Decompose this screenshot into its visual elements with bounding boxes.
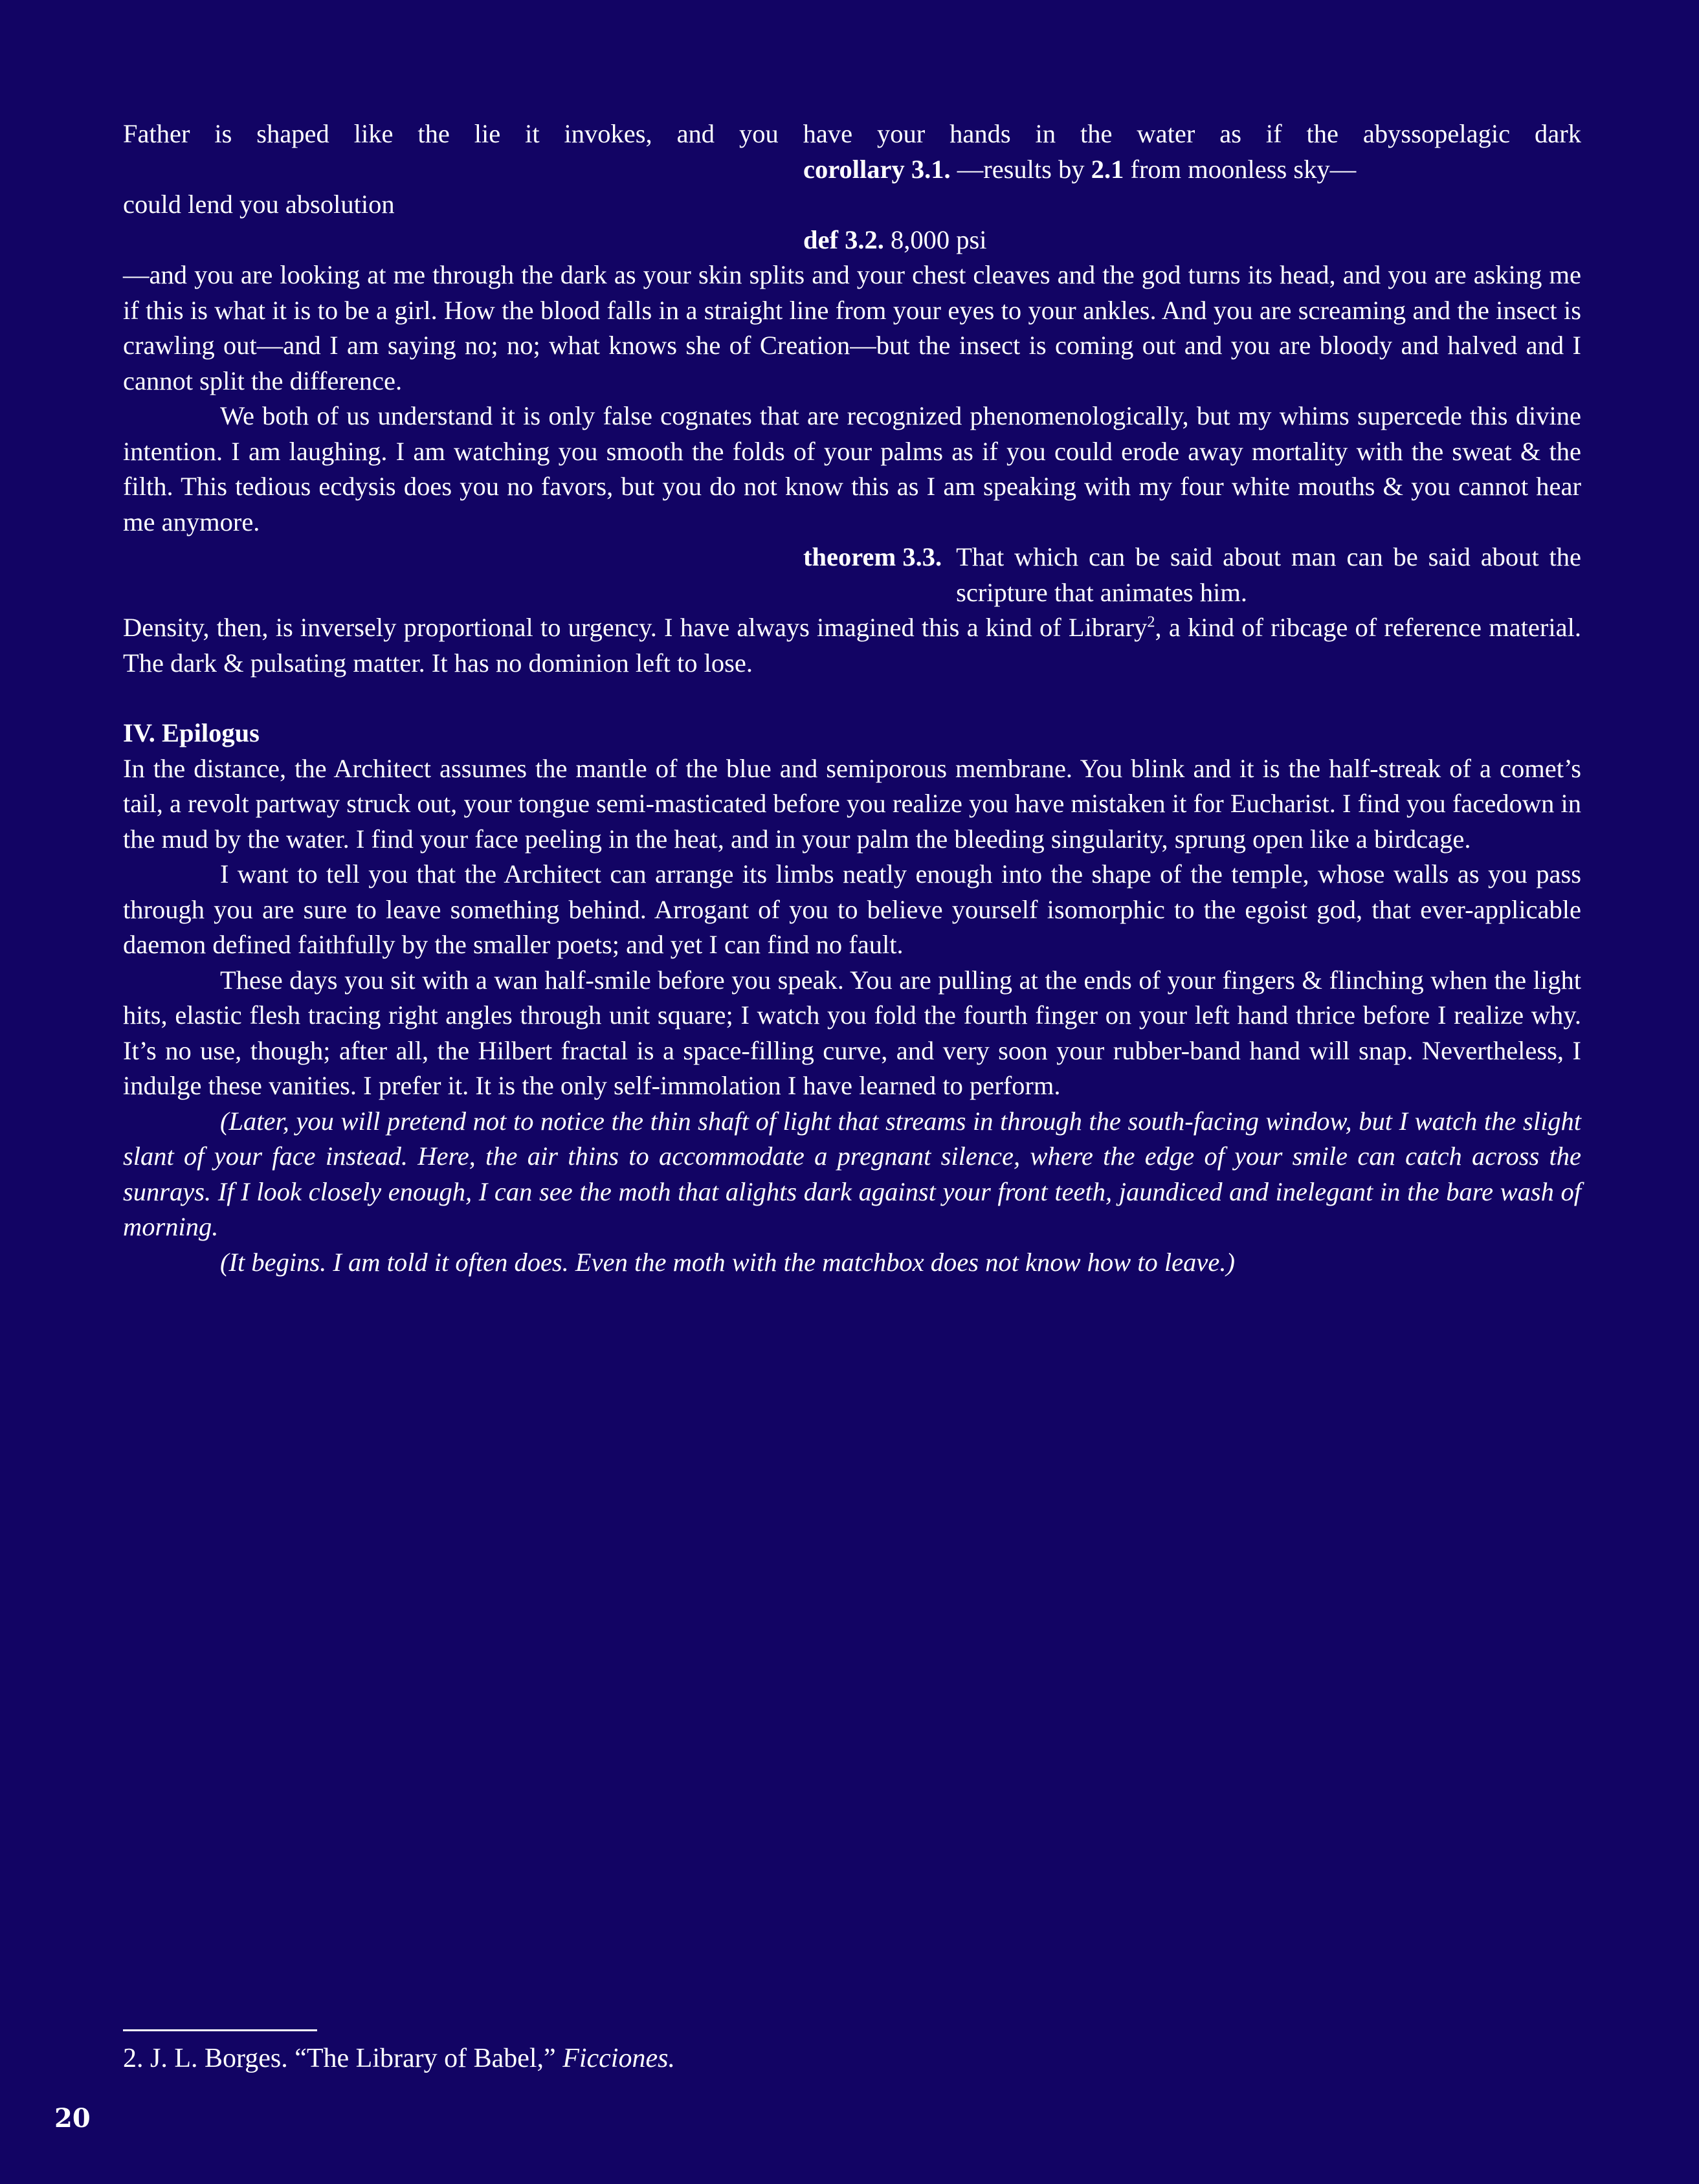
corollary-text-a: —results by [950, 154, 1091, 184]
def-3-2 [803, 223, 1581, 258]
density-text-b: , a kind of ribcage of reference material. The dark & pulsating matter. It has no dominion left to lose. [123, 613, 1581, 678]
footnote-text: 2. J. L. Borges. “The Library of Babel,” [123, 2044, 563, 2073]
page-body [123, 116, 1581, 1280]
paragraph-it-begins: (It begins. I am told it often does. Even the moth with the matchbox does not know how to leave.) [220, 1247, 1235, 1277]
corollary-label: corollary 3.1. [803, 154, 951, 184]
paragraph-temple: I want to tell you that the Architect can arrange its limbs neatly enough into the shape of the temple, whose walls as you pass through you are sure to leave something behind. Arrogant of you to believe yourself isomorphic to the egoist god, that ever-applicable daemon defined faithfully by the smaller poets; and yet I can find no fault. [123, 859, 1581, 959]
section-heading: IV. Epilogus [123, 718, 260, 747]
paragraph-density [123, 610, 1581, 681]
corollary-3-1 [803, 152, 1581, 188]
paragraph-architect: In the distance, the Architect assumes the mantle of the blue and semiporous membrane. You blink and it is the half-streak of a comet’s tail, a revolt partway struck out, your tongue semi-masticated before you realize you have mistaken it for Eucharist. I find you facedown in the mud by the water. I find your face peeling in the heat, and in your palm the bleeding singularity, sprung open like a birdcage. [123, 753, 1581, 854]
opening-line: Father is shaped like the lie it invokes, and you have your hands in the water as if the abyssopelagic dark [123, 119, 1581, 148]
footnote-rule [123, 2029, 317, 2031]
footnote-marker: 2 [1147, 613, 1155, 631]
density-text-a: Density, then, is inversely proportional to urgency. I have always imagined this a kind of Library [123, 613, 1148, 642]
footnote-title: Ficciones. [562, 2044, 675, 2073]
paragraph-cognates: We both of us understand it is only false cognates that are recognized phenomenologically, but my whims supercede this divine intention. I am laughing. I am watching you smooth the folds of your palms as if you could erode away mortality with the sweat & the filth. This tedious ecdysis does you no favors, but you do not know this as I am speaking with my four white mouths & you cannot hear me anymore. [123, 401, 1581, 536]
theorem-text: That which can be said about man can be said about the scripture that animates him. [956, 542, 1581, 607]
footnote [123, 2041, 675, 2076]
theorem-3-3 [803, 540, 1581, 610]
paragraph-creation: —and you are looking at me through the dark as your skin splits and your chest cleaves and the god turns its head, and you are asking me if this is what it is to be a girl. How the blood falls in a straight line from your eyes to your ankles. And you are screaming and the insect is crawling out—and I am saying no; no; what knows she of Creation—but the insect is coming out and you are bloody and halved and I cannot split the difference. [123, 260, 1581, 395]
def-text: 8,000 psi [883, 225, 987, 254]
opening-continuation: could lend you absolution [123, 190, 395, 219]
paragraph-half-smile: These days you sit with a wan half-smile before you speak. You are pulling at the ends of your fingers & flinching when the light hits, elastic flesh tracing right angles through unit square; I watch you fold the fourth finger on your left hand thrice before I realize why. It’s no use, though; after all, the Hilbert fractal is a space-filling curve, and very soon your rubber-band hand will snap. Nevertheless, I indulge these vanities. I prefer it. It is the only self-immolation I have learned to perform. [123, 965, 1581, 1100]
corollary-text-b: from moonless sky— [1124, 154, 1357, 184]
paragraph-later: (Later, you will pretend not to notice the thin shaft of light that streams in through the south-facing window, but I watch the slight slant of your face instead. Here, the air thins to accommodate a pregnant silence, where the edge of your smile can catch across the sunrays. If I look closely enough, I can see the moth that alights dark against your front teeth, jaundiced and inelegant in the bare wash of morning. [123, 1106, 1581, 1241]
page-number: 20 [54, 2103, 91, 2134]
corollary-ref: 2.1 [1091, 154, 1124, 184]
def-label: def 3.2. [803, 225, 884, 254]
theorem-label: theorem 3.3. [803, 542, 942, 571]
